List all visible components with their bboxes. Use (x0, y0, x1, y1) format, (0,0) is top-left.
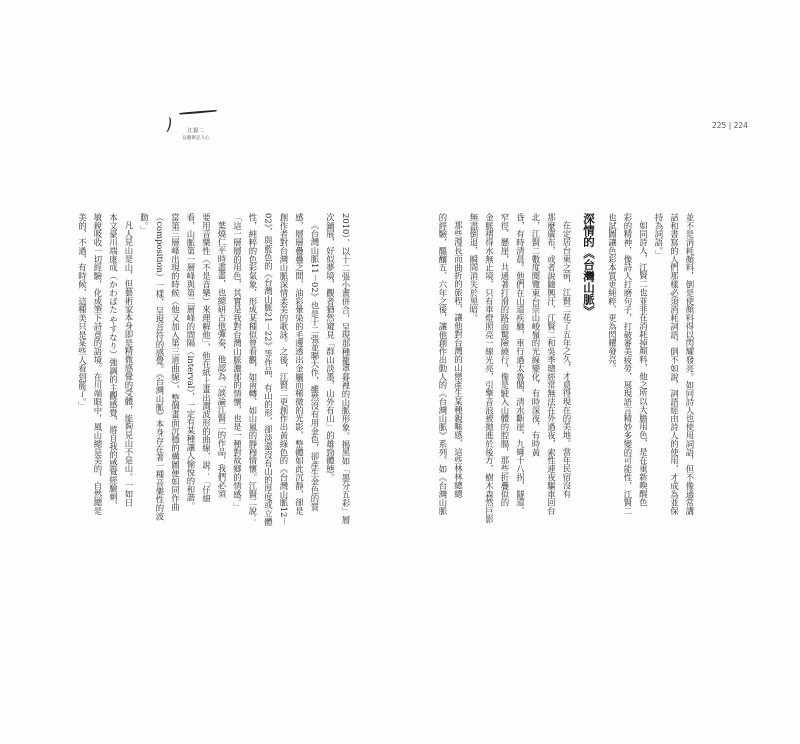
text-column: 也試圖讓色彩本質更純粹、更為閃耀發亮。 (607, 213, 618, 373)
text-column: 當第三層峰出現的時候（他又加入第三道曲線），整個畫面沉穩的構圖便如同作曲 (170, 213, 181, 511)
text-column: 美的，不過，有時候，這種美只是某些人看到罷了。」 (77, 213, 88, 411)
text-column: 「這一層層的用色，其實是我對台灣山脈濃郁的情懷，也是一種對故鄉的情感。」 (232, 213, 243, 511)
text-column: 《台灣山脈11－02》也是十二張並聯大作，雖然沒有用金色，卻產生金色的質 (310, 221, 320, 512)
text-column: 動。」 (139, 213, 150, 234)
text-column: 感，層層疊疊之間，油彩暈染的毛邊透出金屬而稀微的光影，整體如此沉靜，卻是 (294, 213, 305, 516)
text-column: 如同詩人，江賢二也並非在消耗掉顏料，他之所以大膽用色，是在重新喚醒色 (638, 221, 649, 507)
page-numbers: 225 | 224 (712, 121, 748, 130)
calligraphy-mark-icon (158, 104, 222, 150)
text-column: 並不是消耗顏料，倒是使顏料得以閃耀發亮。如同詩人也使用詞語，但不像通常講 (685, 213, 695, 516)
text-column: 那些漫長而曲折的旅程，讓他對台灣的山巒產生某種親暱感，這些林林總總 (453, 221, 464, 499)
text-column: 本文豪川端康成（かわばた やすなり）強調的主觀感覺，將自我的感覺經驗刺、 (108, 213, 119, 510)
text-column: 凡人見山是山，但藝術家本身即是精微感覺的受體，能夠見山不是山。一如日 (124, 221, 134, 507)
text-column: 在定居台東之前，江賢二花了五年之久，才覓得現在的美地。當年民宿沒有 (562, 221, 572, 499)
logo-name: 江賢二 (187, 128, 205, 134)
text-column: 無盡倒退，瞬間消失於黑暗。 (469, 213, 479, 323)
text-column: 的經驗，醞釀五、六年之後，讓他創作出動人的《台灣山脈》系列。如《台灣山脈 (438, 213, 448, 516)
text-column: 金脈褶得水無止境，只有車燈照亮一線光亮，引擎音浪被拋進於後方，樹木森然巨影 (484, 213, 495, 524)
text-column: 要用音樂性（不是音樂）來理解他」，他在紙上畫出澗波形的曲線，說：「仔細 (201, 213, 212, 503)
text-column: 葉燒仁平時畫畫，也總研古他彈奏，他認為「談論江賢二的作品，我們必須 (217, 221, 227, 499)
text-column: 次鋪展，好似夢境，觀者猶然窺見「群山淡墨，山外有山」的雄勁體態。 (325, 213, 336, 482)
text-column: 話和書寫的人們那樣必須消耗詞語，倒不如說，詞語經由詩人的使用，才成為並保 (669, 213, 680, 516)
left-page-text (73, 213, 353, 543)
text-column: 敏銳吸收一切經驗，化成筆下詩意的語境。在川端眼中，風山總是美的，自然總是 (93, 213, 103, 516)
section-heading: 深情的《台灣山脈》 (582, 213, 596, 317)
text-column: 昏，有時清晨。他們在山道疾馳，車行過太魯閣、清水斷崖、九彎十八拐，隧道、 (515, 213, 526, 516)
text-column: 窄徑、懸崖，共通著打滑的路面驚險繞行，像是駛入山體的腔腸，那些折疊似的 (500, 213, 510, 507)
text-column: （composition）一樣，呈現音符的感覺。《台灣山脈》本身存在著一種音樂性的波 (155, 213, 165, 521)
book-logo (158, 104, 222, 150)
text-column: 創作者對台灣山脈深情柔美的歌詠。之後，江賢二更創作出黃綠色的《台灣山脈12－ (279, 213, 289, 526)
text-column: 02》，與藍色的《台灣山脈21－22》等作品，有山的形，卻淡還沒有山的厚度或立體 (263, 213, 274, 527)
text-column: 看，山脈第一層峰與第二層峰的間隔（interval），一定有某種讓人愉悅的和諧。 (186, 213, 196, 511)
text-column: 北，江賢二數度閱覽東台崇山峻嶺的光線變化，有時深夜，有時黃 (531, 213, 541, 457)
logo-tagline: 以藝術記人心 (182, 136, 210, 141)
text-column: 那麼廣布，或者說隨興汗，江賢二和吳季璁經常無法在外過夜，索性連夜驅車回台 (546, 213, 557, 516)
text-column: 彩的精神，像詩人打磨句子，打破審美疲勞，展現語言精妙多變的可能性，江賢二 (623, 213, 633, 516)
text-column: 2010）、以十二張小畫併合，呈現那種籠罩暮裡的山脈形象。揭黑如「墨分五彩」層 (341, 213, 351, 524)
text-column: 性，純粹的色彩氣象，形成某種似曾看觀，如南轉、如山嵐的靜穆情懷。江賢二說： (248, 213, 258, 524)
text-column: 持為詞語。」 (654, 213, 664, 260)
right-page-text (434, 213, 697, 543)
